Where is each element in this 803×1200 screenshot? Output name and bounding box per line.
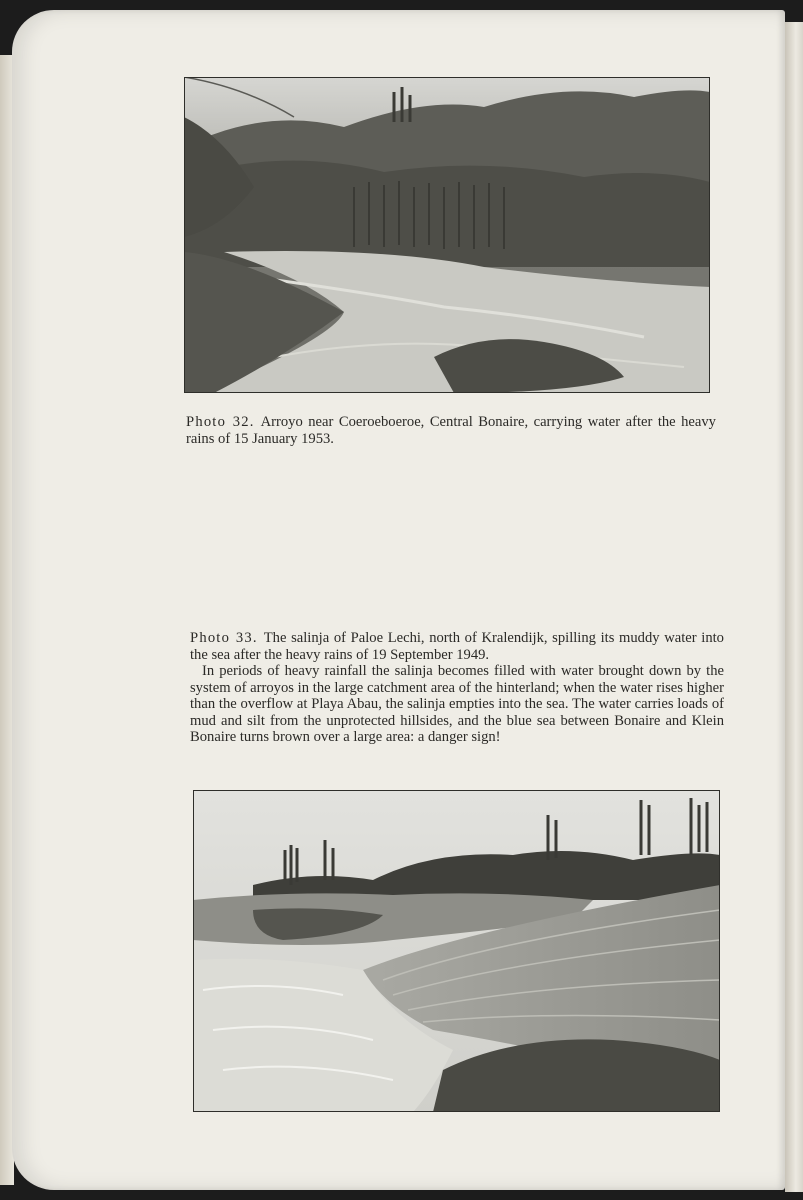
photo-33-salinja	[193, 790, 720, 1112]
photo-33-paragraph: In periods of heavy rainfall the salinja becomes filled with water brought down by the system of arroyos in the large catchment area of the hinterland; when the water rises higher than the overflow at Playa Abau, the salinja empties into the sea. The water carries loads of mud and silt from the unprotected hillsides, and the blue sea between Bonaire and Klein Bonaire turns brown over a large area: a danger sign!	[190, 663, 724, 745]
photo-32-label: Photo 32.	[186, 414, 255, 430]
photo-33-caption-text	[190, 630, 724, 663]
photo-33-description: The salinja of Paloe Lechi, north of Kralendijk, spilling its muddy water into the sea after the heavy rains of 19 September 1949.	[190, 630, 724, 663]
photo-32-arroyo	[184, 77, 710, 393]
photo-32-caption	[186, 414, 716, 447]
photo-33-label: Photo 33.	[190, 630, 258, 646]
photo-33-caption	[190, 630, 724, 746]
book-right-edge	[785, 22, 803, 1192]
photo-32-caption-text	[186, 414, 716, 447]
photo-33-image	[193, 790, 720, 1112]
photo-32-description: Arroyo near Coeroeboeroe, Central Bonaire, carrying water after the heavy rains of 15 January 1953.	[186, 414, 716, 447]
photo-32-image	[184, 77, 710, 393]
